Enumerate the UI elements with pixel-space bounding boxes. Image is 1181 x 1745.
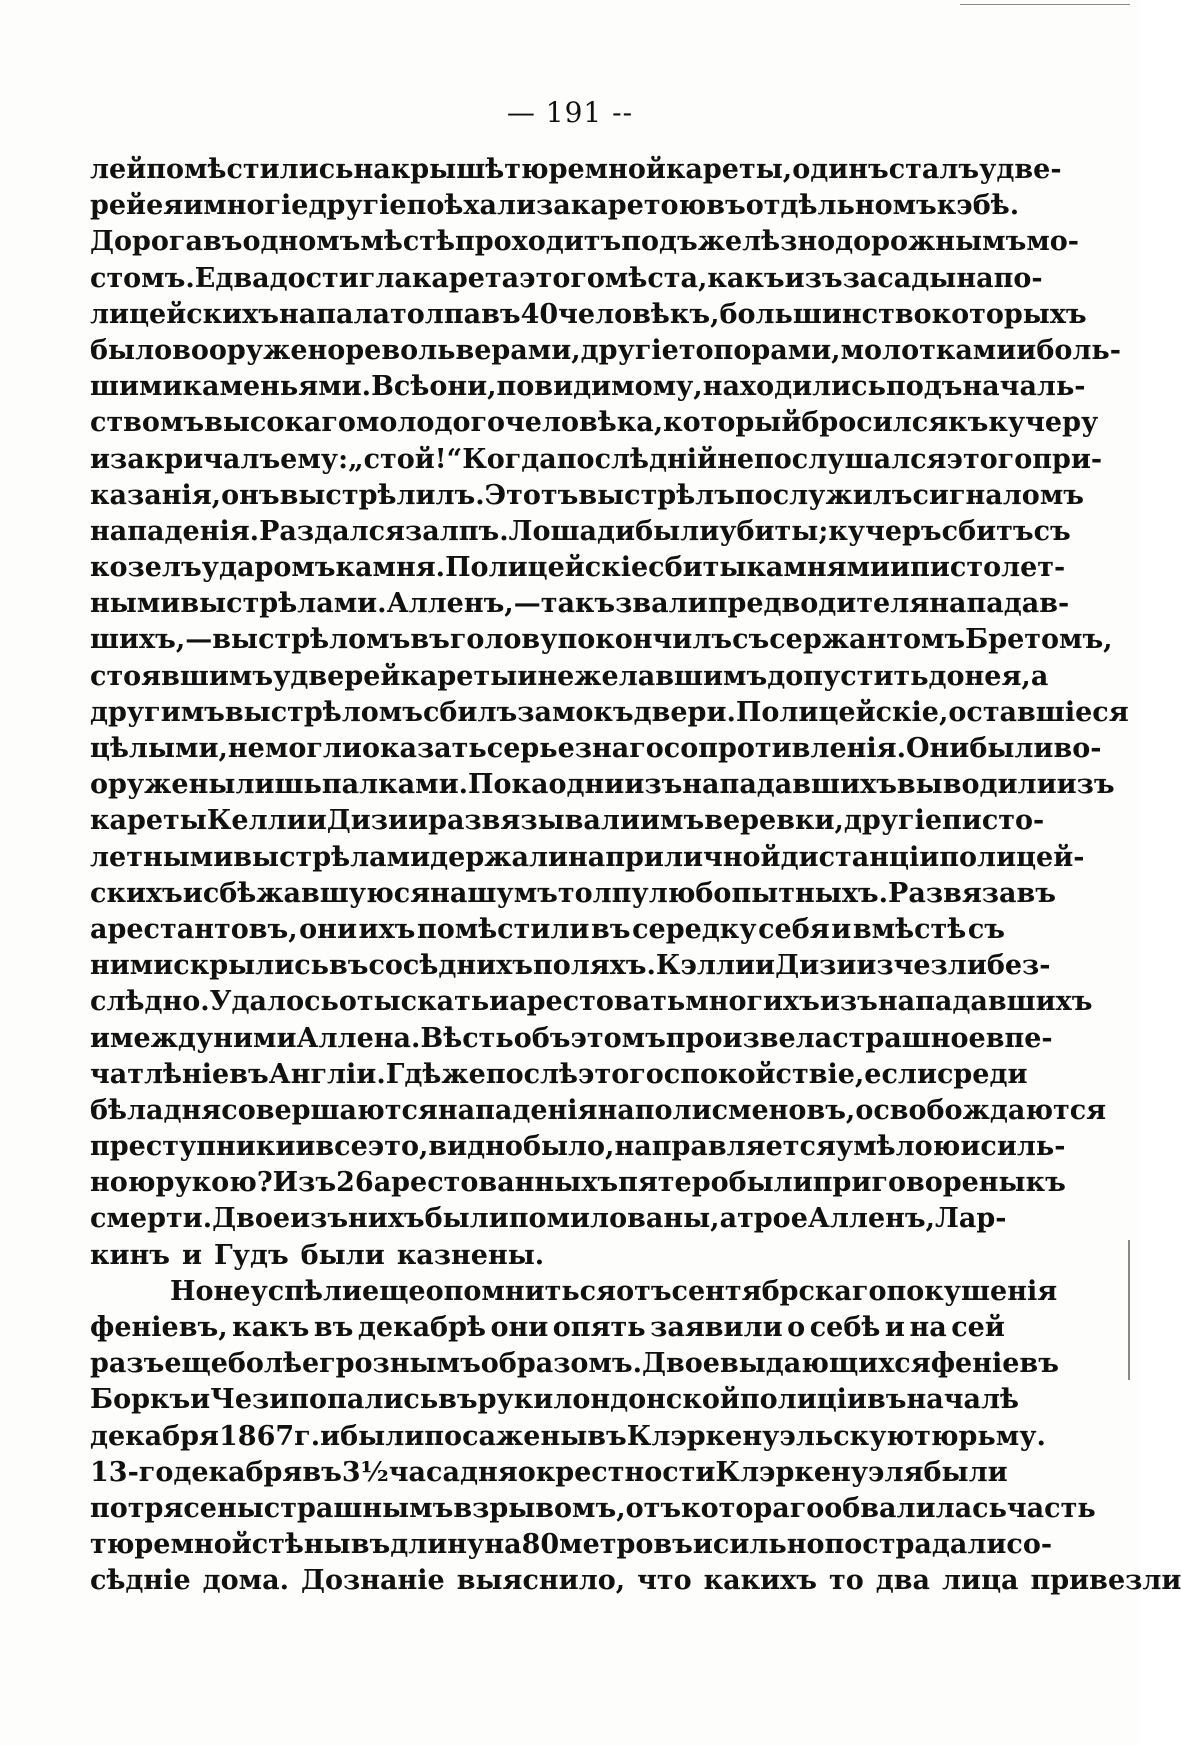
text-line: Дорога въ одномъ мѣстѣ проходитъ подъ желѣзнодорожнымъ мо-	[90, 226, 1079, 258]
text-line: кареты Келли и Дизи и развязывали имъ веревки, другіе писто-	[90, 805, 1045, 837]
text-line: ными выстрѣлами. Алленъ,—такъ звали предводителя нападав-	[90, 588, 1070, 620]
text-line: арестантовъ, они ихъ помѣстили въ середку себя и вмѣстѣ съ	[90, 913, 1005, 945]
text-line: летными выстрѣлами держали на приличной дистанціи полицей-	[90, 841, 1085, 873]
text-line: 13-го декабря въ 3½ часа дня окрестности Клэркенуэля были	[90, 1456, 1008, 1488]
text-line: сѣдніе дома. Дознаніе выяснило, что какихъ то два лица привезли	[90, 1565, 1181, 1597]
text-line: ствомъ высокаго молодого человѣка, который бросился къ кучеру	[90, 407, 1099, 439]
text-line: бѣла дня совершаются нападенія на полисменовъ, освобождаются	[90, 1094, 1107, 1126]
text-line: смерти. Двое изъ нихъ были помилованы, а трое Алленъ, Лар-	[90, 1203, 1007, 1235]
text-line: Боркъ и Чези попались въ руки лондонской полиціи въ началѣ	[90, 1384, 1019, 1416]
page-number: — 191 --	[506, 96, 634, 129]
text-line: лицейскихъ напала толпа въ 40 человѣкъ, большинство которыхъ	[90, 298, 1087, 330]
text-line: кинъ и Гудъ были казнены.	[90, 1239, 545, 1271]
text-line: лей помѣстились на крышѣ тюремной кареты, одинъ сталъ у две-	[90, 154, 1062, 185]
scan-edge-mark	[1128, 1240, 1130, 1380]
text-line: рей ея и многіе другіе поѣхали за каретою въ отдѣльномъ кэбѣ.	[90, 190, 1020, 222]
scan-top-mark	[960, 4, 1130, 5]
text-line: слѣдно. Удалось отыскать и арестовать многихъ изъ нападавшихъ	[90, 986, 1093, 1018]
text-line: и закричалъ ему: „стой!“ Когда послѣдній не послушался этого при-	[90, 443, 1103, 475]
text-line: чатлѣніе въ Англіи. Гдѣ же послѣ этого спокойствіе, если среди	[90, 1058, 1028, 1090]
text-line: казанія, онъ выстрѣлилъ. Этотъ выстрѣлъ послужилъ сигналомъ	[90, 479, 1084, 511]
text-line: феніевъ, какъ въ декабрѣ они опять заявили о себѣ и на сей	[90, 1312, 1005, 1343]
text-line: скихъ и сбѣжавшуюся на шумъ толпу любопытныхъ. Развязавъ	[90, 877, 1056, 909]
text-line: разъ еще болѣе грознымъ образомъ. Двое выдающихся феніевъ	[90, 1348, 1059, 1380]
text-line: шими каменьями. Всѣ они, повидимому, находились подъ началь-	[90, 371, 1086, 403]
text-line: нападенія. Раздался залпъ. Лошади были убиты; кучеръ сбитъ съ	[90, 515, 1071, 547]
text-line: Но не успѣли еще опомниться отъ сентябрскаго покушенія	[170, 1275, 1058, 1307]
text-line: ними скрылись въ сосѣднихъ поляхъ. Кэлли и Дизи изчезли без-	[90, 950, 1051, 982]
text-line: цѣлыми, не могли оказать серьезнаго сопротивленія. Они были во-	[90, 733, 1102, 764]
text-line: преступники и все это, видно было, направляется умѣлою и силь-	[90, 1131, 1066, 1163]
text-line: тюремной стѣны въ длину на 80 метровъ и сильно пострадали со-	[90, 1529, 1053, 1561]
text-line: шихъ,— выстрѣломъ въ голову покончилъ съ сержантомъ Бретомъ,	[90, 624, 1113, 656]
text-line: и между ними Аллена. Вѣсть объ этомъ произвела страшное впе-	[90, 1022, 1053, 1054]
text-line: козелъ ударомъ камня. Полицейскіе сбиты камнями и пистолет-	[90, 552, 1066, 584]
text-line: декабря 1867 г. и были посажены въ Клэркенуэльскую тюрьму.	[90, 1420, 1046, 1452]
text-line: оружены лишь палками. Пока одни изъ нападавшихъ выводили изъ	[90, 769, 1115, 801]
text-line: стоявшимъ у дверей кареты и не желавшимъ допустить до нея, а	[90, 660, 1049, 692]
text-line: стомъ. Едва достигла карета этого мѣста, какъ изъ засады на по-	[90, 262, 1043, 294]
text-line: потрясены страшнымъ взрывомъ, отъ котораго обвалилась часть	[90, 1492, 1096, 1524]
text-line: другимъ выстрѣломъ сбилъ замокъ двери. Полицейскіе, оставшіеся	[90, 696, 1129, 728]
text-line: было вооружено револьверами, другіе топорами, молотками и боль-	[90, 334, 1121, 366]
body-text	[90, 152, 1181, 1600]
text-line: ною рукою? Изъ 26 арестованныхъ пятеро были приговорены къ	[90, 1167, 1066, 1199]
